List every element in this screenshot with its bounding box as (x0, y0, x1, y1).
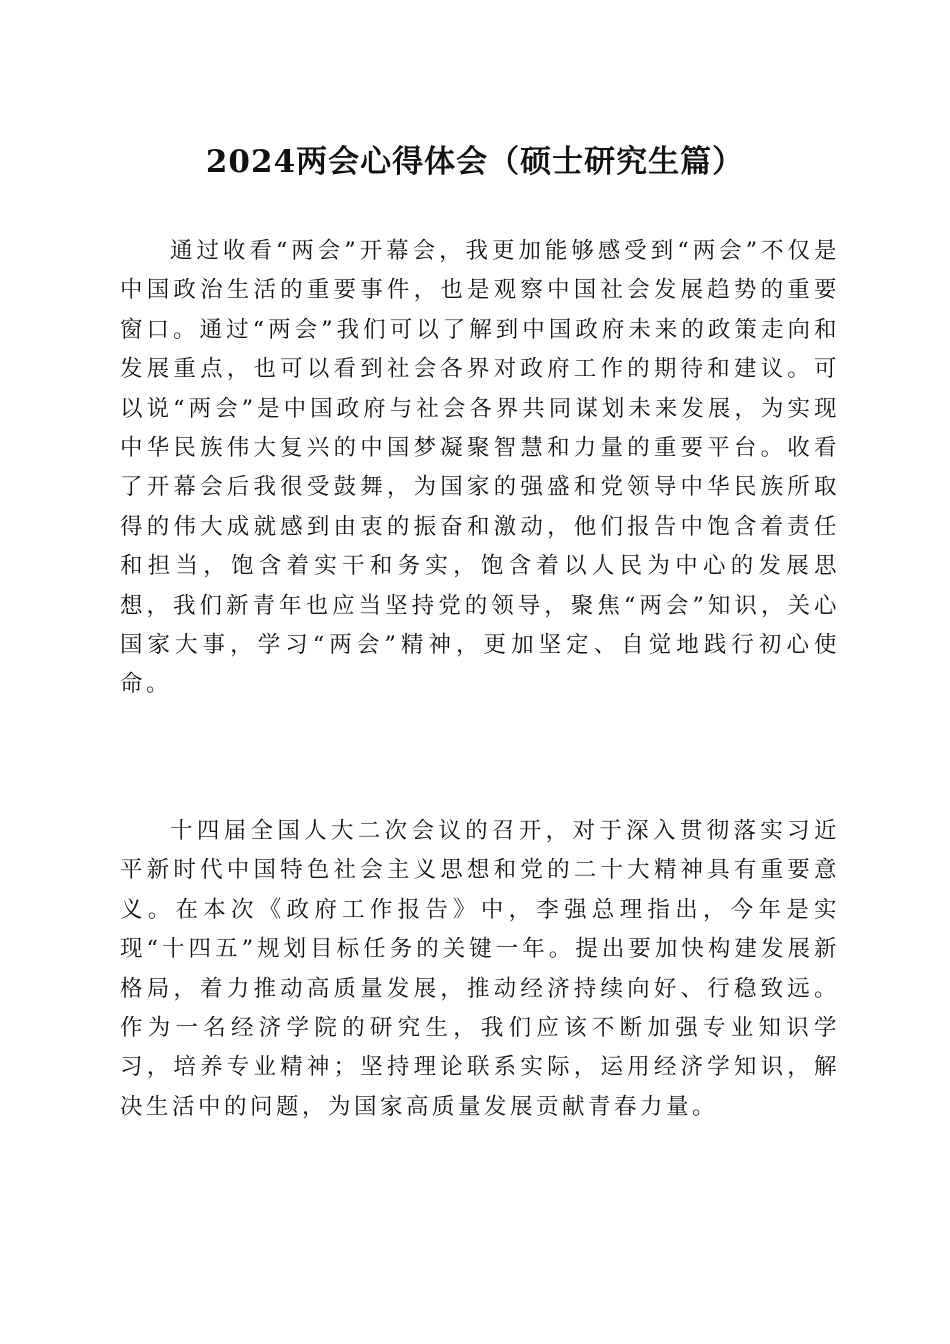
body-paragraph-2: 十四届全国人大二次会议的召开，对于深入贯彻落实习近平新时代中国特色社会主义思想和党的二十大精神具有重要意义。在本次《政府工作报告》中，李强总理指出，今年是实现“十四五”规划目标任务的关键一年。提出要加快构建发展新格局，着力推动高质量发展，推动经济持续向好、行稳致远。作为一名经济学院的研究生，我们应该不断加强专业知识学习，培养专业精神；坚持理论联系实际，运用经济学知识，解决生活中的问题，为国家高质量发展贡献青春力量。 (120, 818, 840, 1120)
document-title: 2024两会心得体会（硕士研究生篇） (205, 144, 745, 180)
body-paragraph-1: 通过收看“两会”开幕会，我更加能够感受到“两会”不仅是中国政治生活的重要事件，也是观察中国社会发展趋势的重要窗口。通过“两会”我们可以了解到中国政府未来的政策走向和发展重点，也可以看到社会各界对政府工作的期待和建议。可以说“两会”是中国政府与社会各界共同谋划未来发展，为实现中华民族伟大复兴的中国梦凝聚智慧和力量的重要平台。收看了开幕会后我很受鼓舞，为国家的强盛和党领导中华民族所取得的伟大成就感到由衷的振奋和激动，他们报告中饱含着责任和担当，饱含着实干和务实，饱含着以人民为中心的发展思想，我们新青年也应当坚持党的领导，聚焦“两会”知识，关心国家大事，学习“两会”精神，更加坚定、自觉地践行初心使命。 (120, 238, 840, 698)
